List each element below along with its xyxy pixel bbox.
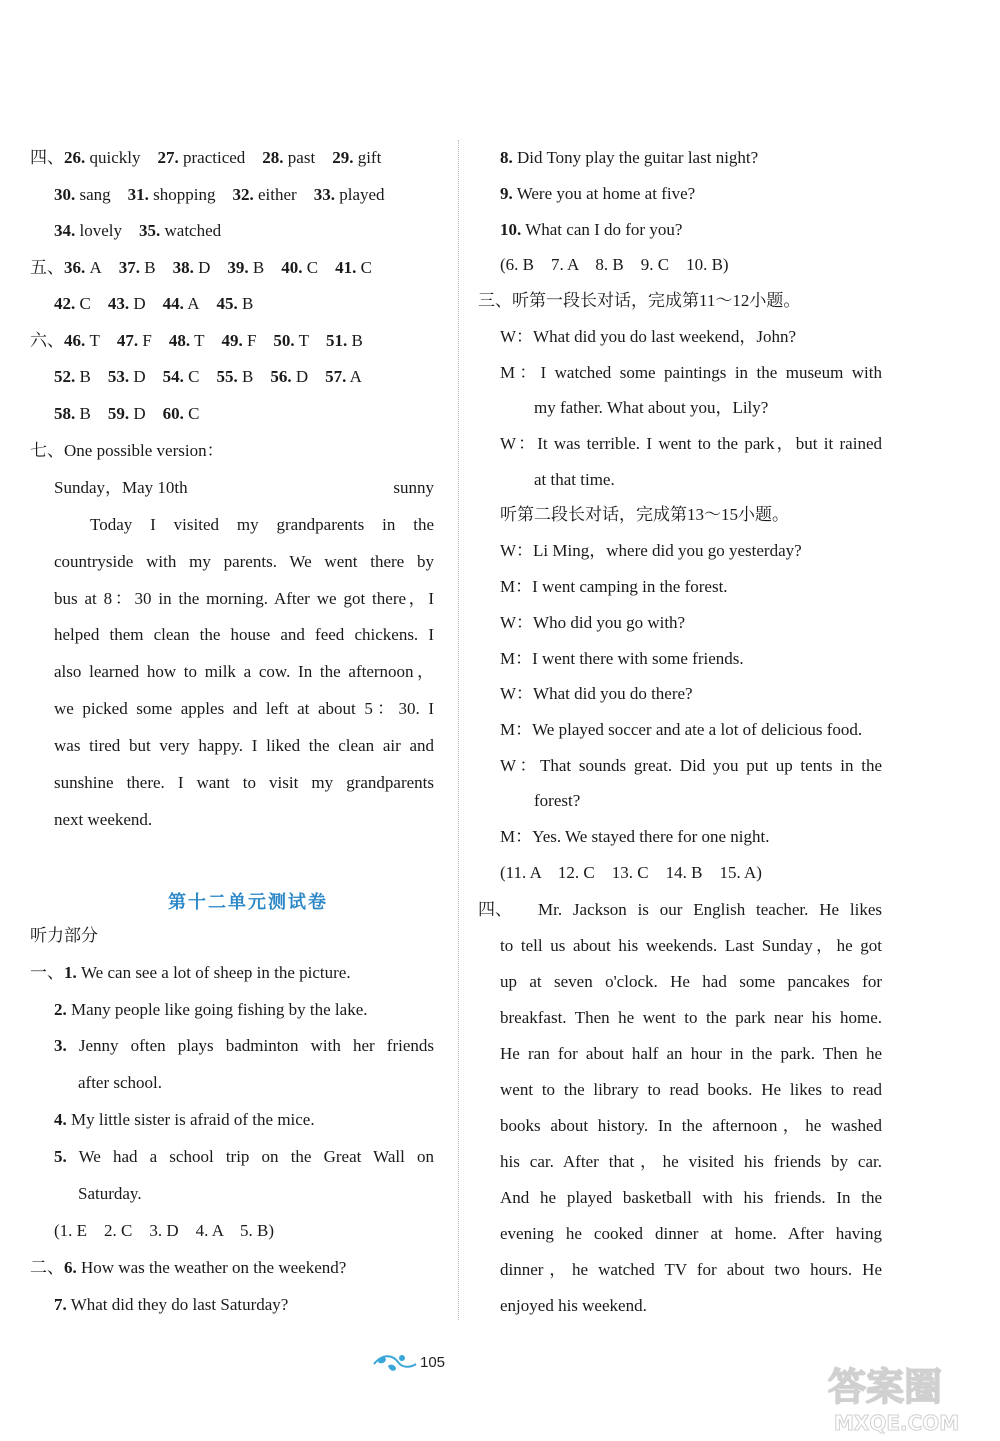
item-answer: D [198, 258, 211, 277]
passage-line: Mr. Jackson is our English teacher. He likes [538, 900, 882, 919]
item-number: 33. [313, 185, 335, 204]
script-line [54, 1145, 434, 1169]
item-answer: A [349, 367, 362, 386]
item-number: 34. [54, 221, 76, 240]
item-answer: C [79, 294, 91, 313]
item-answer: shopping [153, 185, 216, 204]
answer-row [30, 329, 363, 353]
item-number: 7. [54, 1295, 67, 1314]
answer-row [30, 146, 381, 170]
item-answer: either [258, 185, 297, 204]
item-answer: T [89, 331, 100, 350]
passage-line: went to the library to read books. He likes to read [500, 1080, 882, 1099]
item-number: 59. [107, 404, 130, 423]
item-number: 28. [262, 148, 284, 167]
dialog-line: W：It was terrible. I went to the park，but it rained [500, 434, 882, 453]
item-number: 52. [54, 367, 76, 386]
section-marker: 四、 [478, 900, 512, 919]
section-marker: 七、 [30, 441, 64, 460]
leaf-ornament-icon [372, 1350, 418, 1376]
answer-row [54, 365, 362, 389]
item-number: 42. [54, 294, 76, 313]
item-number: 3. [54, 1036, 67, 1055]
passage-line: breakfast. Then he went to the park near his home. [500, 1008, 882, 1027]
item-answer: past [287, 148, 316, 167]
item-answer: C [188, 404, 200, 423]
item-answer: B [241, 367, 254, 386]
item-number: 39. [227, 258, 249, 277]
passage-line: books about history. In the afternoon，he washed [500, 1116, 882, 1135]
item-answer: C [306, 258, 319, 277]
answer-key: (11. A 12. C 13. C 14. B 15. A) [500, 863, 762, 882]
script-line [500, 146, 758, 170]
item-text: Saturday. [78, 1184, 142, 1203]
dialog-line: at that time. [534, 470, 615, 489]
passage-line: his car. After that，he visited his friends by car. [500, 1152, 882, 1171]
dialog-line: W：What did you do last weekend，John? [500, 327, 797, 346]
item-text: Jenny often plays badminton with her friends [78, 1036, 435, 1055]
script-line [54, 1034, 434, 1058]
script-line [500, 182, 695, 206]
item-answer: B [241, 294, 254, 313]
answer-row [54, 292, 253, 316]
dialog-line: W：That sounds great. Did you put up tents in the [500, 756, 882, 775]
item-number: 50. [273, 331, 295, 350]
answer-row [30, 256, 372, 280]
essay-line: also learned how to milk a cow. In the afternoon， [54, 662, 434, 681]
item-number: 47. [116, 331, 139, 350]
answer-row [54, 183, 385, 207]
script-line [30, 961, 351, 985]
item-answer: watched [164, 221, 222, 240]
dialog-intro [478, 289, 800, 313]
item-answer: B [79, 404, 91, 423]
item-number: 40. [281, 258, 303, 277]
item-answer: D [133, 367, 146, 386]
item-text: after school. [78, 1073, 163, 1092]
item-answer: B [79, 367, 91, 386]
script-line [30, 1256, 346, 1280]
item-number: 35. [139, 221, 161, 240]
item-text: We can see a lot of sheep in the picture. [81, 963, 351, 982]
passage-line: And he played basketball with his friends. In the [500, 1188, 882, 1207]
dialog-line: M：I watched some paintings in the museum with [500, 363, 882, 382]
item-number: 38. [172, 258, 194, 277]
dialog-line: my father. What about you，Lily? [534, 398, 769, 417]
item-answer: played [339, 185, 385, 204]
item-text: We had a school trip on the Great Wall on [78, 1147, 434, 1166]
passage-line: enjoyed his weekend. [500, 1296, 647, 1315]
answer-row [54, 219, 221, 243]
dialog-line: M：Yes. We stayed there for one night. [500, 827, 770, 846]
item-number: 48. [168, 331, 191, 350]
section-marker: 一、 [30, 963, 64, 982]
item-number: 56. [270, 367, 292, 386]
diary-header [54, 476, 434, 500]
item-number: 45. [216, 294, 238, 313]
answer-row [54, 402, 199, 426]
item-text: How was the weather on the weekend? [81, 1258, 347, 1277]
item-number: 10. [500, 220, 522, 239]
script-line [500, 218, 682, 242]
essay-line: helped them clean the house and feed chickens. I [54, 625, 434, 644]
script-line [54, 998, 368, 1022]
item-answer: lovely [79, 221, 122, 240]
section-marker: 二、 [30, 1258, 64, 1277]
item-answer: D [295, 367, 309, 386]
item-number: 60. [162, 404, 184, 423]
section-heading: 听力部分 [30, 926, 98, 945]
item-answer: gift [357, 148, 382, 167]
item-number: 54. [162, 367, 184, 386]
item-number: 1. [64, 963, 77, 982]
item-text: Many people like going fishing by the lake. [71, 1000, 368, 1019]
passage-line: He ran for about half an hour in the park. Then he [500, 1044, 882, 1063]
item-answer: F [246, 331, 257, 350]
item-number: 26. [64, 148, 86, 167]
intro-text: 听第一段长对话，完成第11～12小题。 [512, 291, 801, 310]
item-number: 37. [118, 258, 141, 277]
item-number: 30. [54, 185, 76, 204]
writing-heading [30, 439, 224, 463]
passage-line: evening he cooked dinner at home. After having [500, 1224, 882, 1243]
dialog-line: M：I went there with some friends. [500, 649, 744, 668]
item-answer: D [133, 294, 146, 313]
item-answer: sang [79, 185, 111, 204]
item-number: 44. [162, 294, 184, 313]
item-number: 5. [54, 1147, 67, 1166]
section-marker: 五、 [30, 258, 64, 277]
dialog-line: M：We played soccer and ate a lot of delicious food. [500, 720, 863, 739]
item-number: 6. [64, 1258, 77, 1277]
essay-line: next weekend. [54, 810, 153, 829]
item-number: 31. [127, 185, 149, 204]
answer-key: (6. B 7. A 8. B 9. C 10. B) [500, 255, 729, 274]
watermark-logo [820, 1356, 990, 1436]
page-number: 105 [420, 1354, 446, 1371]
item-number: 29. [332, 148, 354, 167]
item-answer: quickly [89, 148, 141, 167]
essay-line: sunshine there. I want to visit my grandparents [54, 773, 434, 792]
item-number: 46. [64, 331, 86, 350]
dialog-line: M：I went camping in the forest. [500, 577, 728, 596]
item-answer: D [133, 404, 146, 423]
item-answer: B [252, 258, 265, 277]
diary-weather: sunny [393, 478, 434, 497]
item-number: 51. [326, 331, 348, 350]
dialog-line: forest? [534, 791, 581, 810]
column-divider [458, 140, 459, 1320]
item-text: What can I do for you? [525, 220, 683, 239]
answer-key: (1. E 2. C 3. D 4. A 5. B) [54, 1221, 275, 1240]
dialog-line: W：Li Ming，where did you go yesterday? [500, 541, 802, 560]
dialog-intro: 听第二段长对话，完成第13～15小题。 [500, 505, 789, 524]
item-answer: C [188, 367, 200, 386]
item-text: My little sister is afraid of the mice. [71, 1110, 315, 1129]
script-line [54, 1108, 315, 1132]
item-number: 53. [107, 367, 130, 386]
diary-date: Sunday，May 10th [54, 478, 188, 497]
dialog-line: W：Who did you go with? [500, 613, 686, 632]
essay-line: countryside with my parents. We went there by [54, 552, 434, 571]
essay-line: Today I visited my grandparents in the [90, 515, 434, 534]
item-answer: B [351, 331, 363, 350]
section-marker: 三、 [478, 291, 512, 310]
item-number: 9. [500, 184, 513, 203]
essay-line: we picked some apples and left at about 5：30. I [54, 699, 434, 718]
item-number: 55. [216, 367, 238, 386]
item-answer: practiced [183, 148, 246, 167]
item-number: 41. [335, 258, 357, 277]
passage-line: dinner，he watched TV for about two hours. He [500, 1260, 882, 1279]
essay-line: was tired but very happy. I liked the clean air and [54, 736, 434, 755]
writing-head: One possible version： [64, 441, 224, 460]
item-answer: C [360, 258, 372, 277]
item-text: Did Tony play the guitar last night? [517, 148, 759, 167]
dialog-line: W：What did you do there? [500, 684, 693, 703]
item-text: What did they do last Saturday? [70, 1295, 289, 1314]
item-number: 4. [54, 1110, 67, 1129]
item-number: 49. [221, 331, 243, 350]
item-answer: T [194, 331, 205, 350]
watermark-top-text: 答案圈 [828, 1365, 943, 1409]
item-number: 58. [54, 404, 76, 423]
item-number: 32. [232, 185, 254, 204]
script-line [54, 1293, 288, 1317]
item-answer: B [144, 258, 156, 277]
item-answer: A [187, 294, 200, 313]
item-number: 43. [107, 294, 130, 313]
unit-title: 第十二单元测试卷 [168, 892, 328, 912]
watermark-bottom-text: MXQE.COM [834, 1411, 960, 1435]
item-number: 36. [64, 258, 86, 277]
item-text: Were you at home at five? [516, 184, 696, 203]
item-number: 2. [54, 1000, 67, 1019]
essay-line: bus at 8：30 in the morning. After we got there，I [54, 589, 434, 608]
section-marker: 六、 [30, 331, 64, 350]
item-answer: T [298, 331, 310, 350]
item-number: 8. [500, 148, 513, 167]
item-answer: A [89, 258, 102, 277]
passage-line: to tell us about his weekends. Last Sunday，he got [500, 936, 882, 955]
section-marker: 四、 [30, 148, 64, 167]
item-number: 57. [325, 367, 347, 386]
passage-line: up at seven o'clock. He had some pancakes for [500, 972, 882, 991]
item-answer: F [142, 331, 152, 350]
item-number: 27. [157, 148, 179, 167]
